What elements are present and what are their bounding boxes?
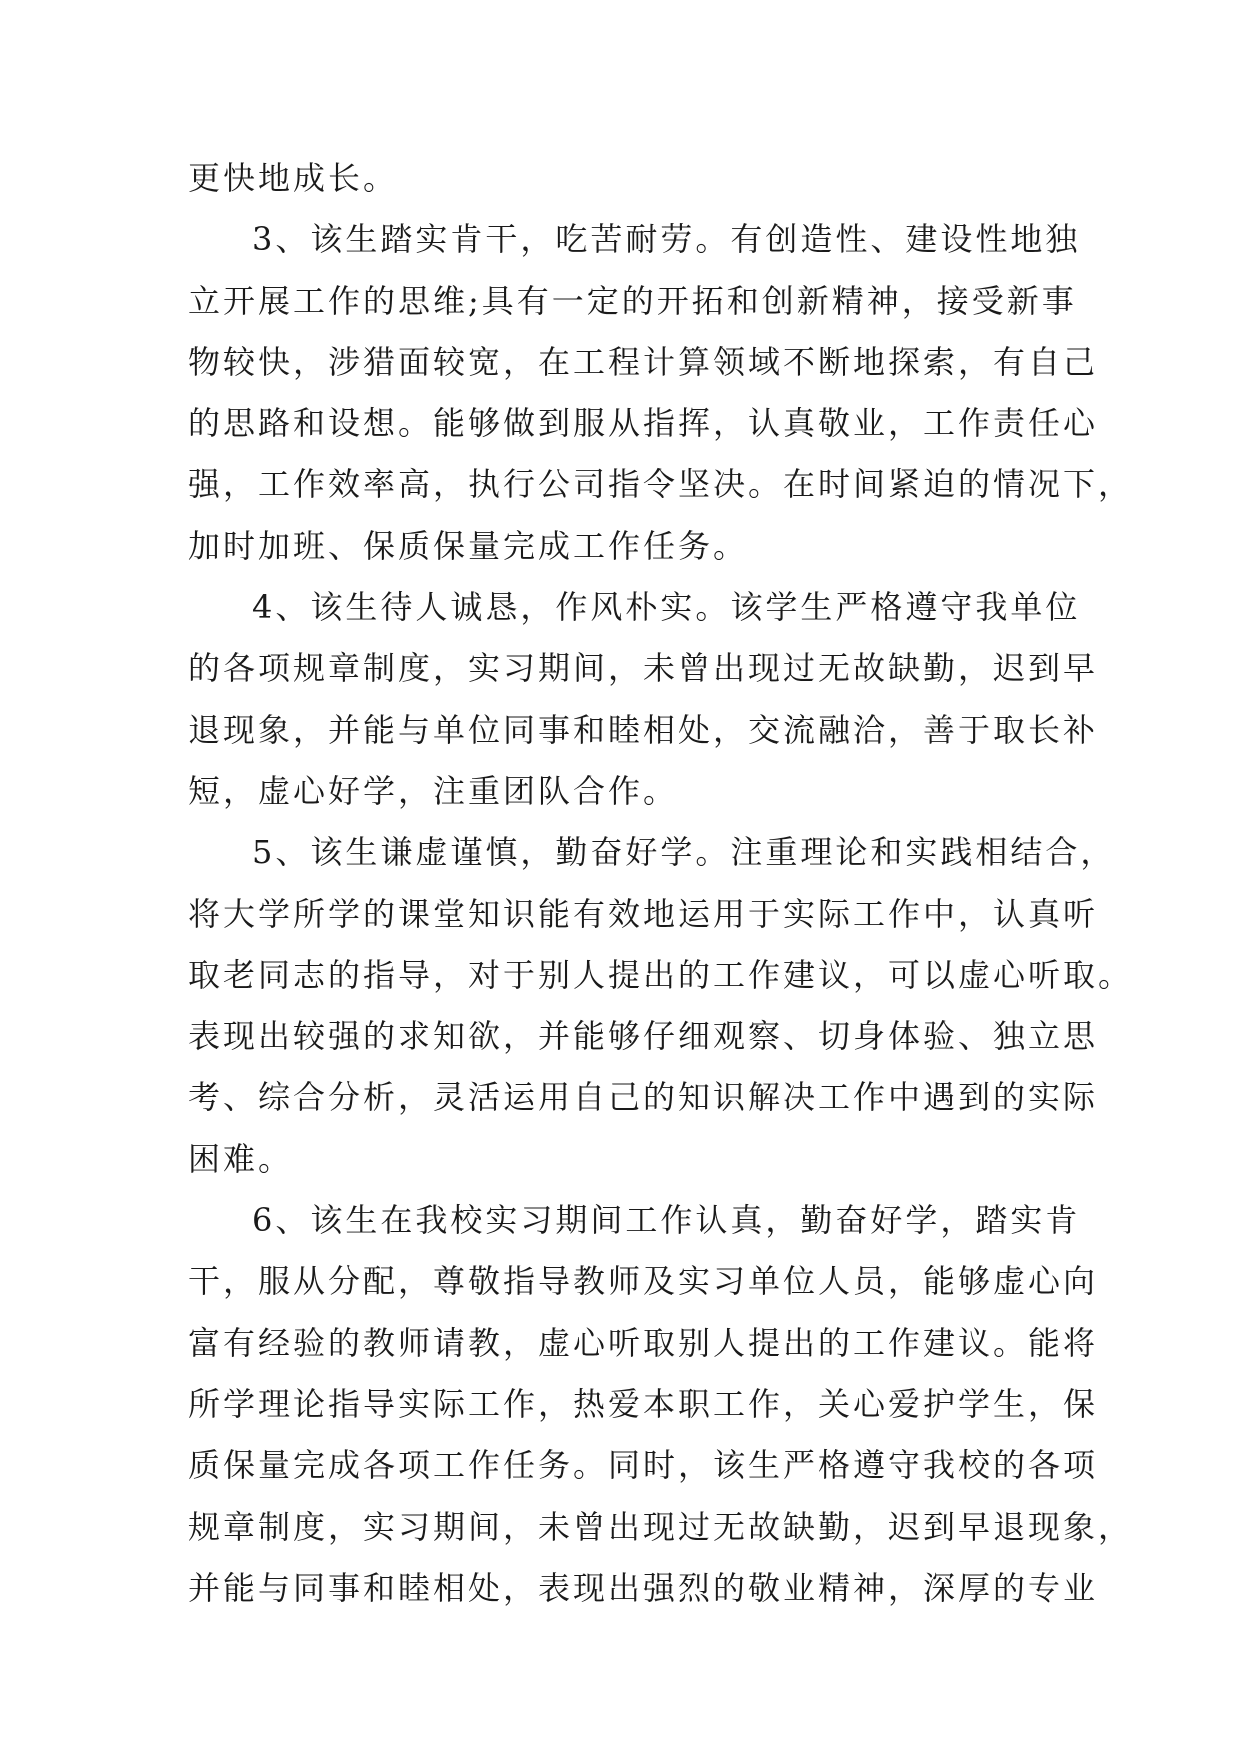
text-line: 更快地成长。 [188,159,399,197]
text-line: 富有经验的教师请教，虚心听取别人提出的工作建议。能将 [188,1323,1099,1362]
text-line: 强，工作效率高，执行公司指令坚决。在时间紧迫的情况下， [188,465,1134,504]
text-line: 的各项规章制度，实习期间，未曾出现过无故缺勤，迟到早 [188,649,1099,688]
text-line: 并能与同事和睦相处，表现出强烈的敬业精神，深厚的专业 [188,1568,1099,1607]
text-line: 考、综合分析，灵活运用自己的知识解决工作中遇到的实际 [188,1078,1099,1117]
text-line: 加时加班、保质保量完成工作任务。 [188,526,749,565]
text-line: 取老同志的指导，对于别人提出的工作建议，可以虚心听取。 [188,955,1134,994]
text-line: 物较快，涉猎面较宽，在工程计算领域不断地探索，有自己 [188,342,1099,381]
paragraph-first-line: 4、该生待人诚恳，作风朴实。该学生严格遵守我单位 [252,588,1081,627]
text-line: 规章制度，实习期间，未曾出现过无故缺勤，迟到早退现象， [188,1507,1134,1546]
text-line: 退现象，并能与单位同事和睦相处，交流融洽，善于取长补 [188,710,1099,749]
text-line: 表现出较强的求知欲，并能够仔细观察、切身体验、独立思 [188,1017,1099,1056]
document-body [188,148,1134,1619]
text-line: 干，服从分配，尊敬指导教师及实习单位人员，能够虚心向 [188,1262,1099,1301]
text-line: 的思路和设想。能够做到服从指挥，认真敬业，工作责任心 [188,404,1099,443]
text-line: 所学理论指导实际工作，热爱本职工作，关心爱护学生，保 [188,1384,1099,1423]
text-line: 困难。 [188,1139,294,1178]
paragraph-first-line: 6、该生在我校实习期间工作认真，勤奋好学，踏实肯 [252,1201,1081,1240]
paragraph-first-line: 5、该生谦虚谨慎，勤奋好学。注重理论和实践相结合， [252,833,1116,872]
text-line: 质保量完成各项工作任务。同时，该生严格遵守我校的各项 [188,1446,1099,1485]
text-line: 短，虚心好学，注重团队合作。 [188,771,679,810]
text-line: 将大学所学的课堂知识能有效地运用于实际工作中，认真听 [188,894,1099,933]
text-line: 立开展工作的思维;具有一定的开拓和创新精神，接受新事 [188,281,1077,320]
paragraph-first-line: 3、该生踏实肯干，吃苦耐劳。有创造性、建设性地独 [252,220,1081,259]
